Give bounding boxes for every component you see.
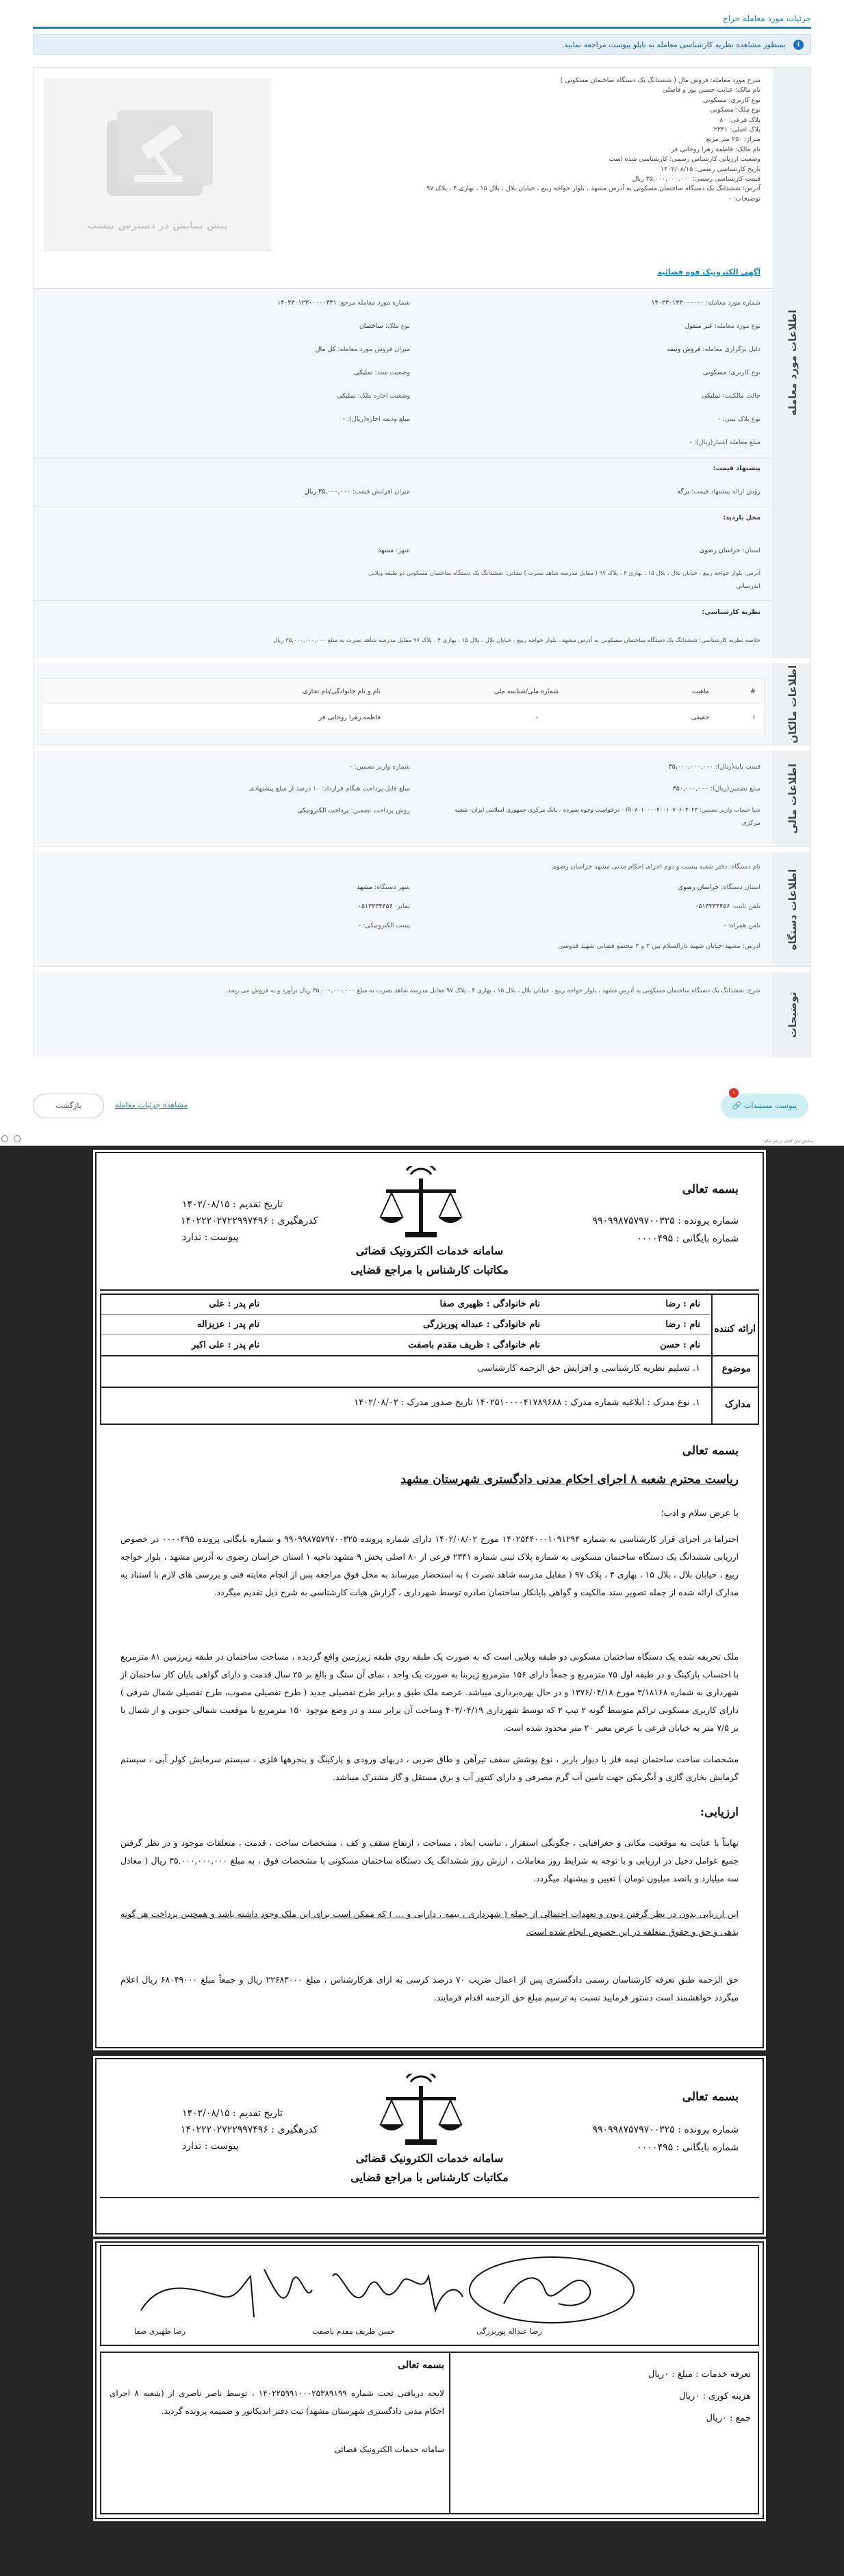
auction-link[interactable]: آگهی الکترونیک قوه قضائیه — [657, 268, 760, 276]
deal-details-link[interactable]: مشاهده جزئیات معامله — [115, 1100, 188, 1109]
receipt-footer: سامانه خدمات الکترونیک قضائی — [334, 2445, 444, 2454]
tracking-code: کدرهگیری : ۱۴۰۲۲۲۰۲۷۲۲۹۹۷۴۹۶ — [181, 1215, 318, 1226]
subject-label: موضوع — [721, 1363, 751, 1374]
paragraph: ملک تحریفه شده یک دستگاه ساختمان مسکونی دو طبقه ویلایی است که به صورت یک طبقه روی طبقه زیرزمین واقع گردیده ، مساحت ساختمان در طبقه زیرزمین ۸۱ مترمربع با احتساب پارکینگ و در طبقه اول ۷۵ مترمربع و جمعاً دارای ۱۵۶ مترمربع زیربنا به صورت یک واحد ، نمای آن سنگ و بالغ بر ۲۵ سال قدمت و دارای گواهی پایان کار ساختمان از شهرداری به شماره ۳/۱۸۱۶۸ مورخ ۱۳۷۶/۰۴/۱۸ و در حال بهره‌برداری میباشد. عرصه ملک طبق و برابر طرح تفصیلی جدید ( طرح تفصیلی مصوب، طرح تفصیلی شمال شرقی ) دارای کاربری مسکونی تراکم متوسط گونه ۲ تیپ ۲ که توسط شهرداری ۴۰۳/۰۴/۱۹ وساحت آن برابر سند و در وضع موجود ۱۵۰ مترمربع با موقعیت شمالی جنوبی و از شمال با بر ۷/۵ متر به خیابان فرعی با عرض معبر ۲۰ متر محدود شده است. — [120, 1651, 739, 1733]
paragraph: مشخصات ساخت ساختمان نیمه فلز با دیوار باربر ، نوع پوشش سقف تیرآهن و طاق ضربی ، دربهای ورودی و پارکینگ و پنجرهها فلزی ، سیستم سرمایش کولر آبی ، سیستم گرمایش بخاری گازی و آبگرمکن جهت تامین آب گرم مصرفی و دارای کنتور آب و برق مستقل و گاز مشترک میباشد. — [120, 1754, 739, 1782]
corner-note: نمایش متن کامل در هر نمای — [764, 1139, 813, 1144]
field-property-type: نوع ملک: ساختمان — [359, 322, 410, 330]
side-tab — [773, 852, 810, 966]
table-row: ۱ حقیقی - فاطمه زهرا روحانی فر — [42, 705, 764, 730]
system-title: سامانه خدمات الکترونیک قضائی — [355, 1244, 504, 1257]
field-sheba: شبا حساب واریز تضمین: IR۰۸۰۱۰۰۰۰۴۰۰۱۰۷۰۶۰۳۰۲۳ - درخواست وجوه سپرده - بانک مرکزی جمهوری اسلامی ایران- شعبه — [455, 807, 760, 814]
desc-line: آدرس: ششدانگ یک دستگاه ساختمان مسکونی به آدرس مشهد ، بلوار خواجه ربیع ، خیابان بلال ، بلال ۱۵ ، بهاری ۴ ، پلاک ۹۷ — [426, 185, 760, 193]
finance-section — [34, 751, 810, 847]
side-title: اطلاعات مالکان — [786, 665, 799, 743]
person-name: نام : رضا — [665, 1299, 700, 1309]
paragraph: نهایتاً با عنایت به موقعیت مکانی و جغرافیایی ، چگونگی استقرار ، تناسب ابعاد ، مساحت ، ارتفاع سقف و کف ، مشخصات ساخت ، قدمت ، متعلقات موجود و در نظر گرفتن جمیع عوامل دخیل در ارزیابی و با توجه به شرایط روز معاملات ، ارزش روز ششدانگ یک دستگاه ساختمان مسکونی با مشخصات فوق ، به مبلغ ۳۵,۰۰۰,۰۰۰,۰۰۰ ریال ( معادل سه میلیارد و پانصد میلیون تومان ) تعیین و پیشنهاد میگردد. — [120, 1838, 739, 1883]
attachment-note: پیوست : ندارد — [182, 1232, 239, 1243]
field-credit: مبلغ معامله اعتبار(ریال): - — [689, 439, 760, 446]
field-proposal-method: روش ارائه پیشنهاد قیمت: برگه — [677, 488, 760, 495]
settings-icon[interactable] — [1, 1135, 8, 1142]
side-title: اطلاعات مالی — [786, 763, 799, 834]
expert-title: نظریه کارشناسی: — [702, 608, 760, 616]
field-fax: نمابر: ۰۵۱۳۳۳۴۴۵۶ — [357, 903, 410, 910]
desc-line: شرح مورد معامله: فروش مال ( ششدانگ یک دستگاه ساختمان مسکونی ) — [560, 77, 760, 84]
desc-line: متراژ: ۲۵۰ متر مربع — [706, 136, 760, 144]
scales-of-justice-icon — [376, 1166, 465, 1241]
case-number: شماره پرونده : ۹۹۰۹۹۸۷۵۷۹۷۰۰۳۲۵ — [592, 1215, 739, 1226]
field-payment-method: روش پرداخت تضمین: پرداخت الکترونیکی — [297, 807, 410, 814]
side-tab — [773, 68, 810, 657]
greeting: با عرض سلام و ادب؛ — [661, 1508, 739, 1519]
system-subtitle: مکاتبات کارشناس با مراجع قضایی — [350, 1263, 509, 1276]
desc-line: تاریخ کارشناسی رسمی: ۱۴۰۲/۰۸/۱۵ — [661, 165, 760, 173]
field-province: استان: خراسان رضوی — [699, 547, 760, 554]
breadcrumb: جزئیات مورد معامله حراج — [33, 10, 811, 29]
owners-section — [34, 663, 810, 745]
attachments-button[interactable]: پیوست مستندات 🔗 ۱ — [721, 1094, 808, 1118]
desc-line: نوع کاربری: مسکونی — [702, 96, 760, 104]
desc-line: توضیحات: - — [728, 194, 760, 203]
portal-page — [0, 0, 844, 1143]
field-base-price: قیمت پایه(ریال): ۳۵,۰۰۰,۰۰۰,۰۰۰ — [668, 763, 760, 771]
field-email: پست الکترونیکی: - — [358, 922, 410, 929]
subject-text: ۱. تسلیم نظریه کارشناسی و افزایش حق الزحمه کارشناسی — [477, 1363, 700, 1374]
desc-line: نام مالک: فاطمه زهرا روحانی فر — [671, 145, 760, 153]
bismillah: بسمه تعالی — [682, 2090, 739, 2104]
side-title: اطلاعات مورد معامله — [786, 309, 799, 415]
proposal-title: پیشنهاد قیمت: — [713, 465, 760, 472]
field-deal-reason: دلیل برگزاری معامله: فروش وثیقه — [667, 346, 760, 353]
valuation-title: ارزیابی: — [700, 1805, 739, 1819]
signer-name: رضا ظهیری صفا — [134, 2327, 186, 2336]
receipt-bismillah: بسمه تعالی — [398, 2360, 444, 2371]
notes-text: شرح: ششدانگ یک دستگاه ساختمان مسکونی به آدرس مشهد ، بلوار خواجه ربیع ، خیابان بلال ، بلال ۱۵ ، بهاری ۴ ، پلاک ۹۷ مقابل مدرسه شاهد نصرت به مبلغ ۳۵,۰۰۰,۰۰۰,۰۰۰ ریال برآورد و به فروش می رسد. — [225, 988, 760, 994]
document-page — [93, 1150, 766, 2050]
system-subtitle: مکاتبات کارشناس با مراجع قضایی — [350, 2171, 509, 2184]
field-price-step: میزان افزایش قیمت: ۳۵,۰۰۰,۰۰۰ ریال — [304, 488, 410, 495]
document-page — [93, 2239, 766, 2521]
field-address: آدرس: بلوار خواجه ربیع ، خیابان بلال ، بلال ۱۵ ، بهاری ۴ ، پلاک ۹۷ ( مقابل مدرسه شاهد نصرت ) نشانی: ششدانگ یک دستگاه ساختمان مسکونی دو طبقه ویلایی — [368, 570, 760, 577]
person-father: نام پدر : علی — [209, 1299, 259, 1309]
field-ref-number: شماره مورد معامله مرجع: ۱۴۰۲۳۰۱۲۳۰۰۰۰۰۳۳۱ — [277, 299, 410, 307]
signer-name: حسن ظریف مقدم باصفت — [312, 2327, 395, 2336]
paragraph: احتراما در اجرای قرار کارشناسی به شماره ۱۴۰۲۵۴۴۰۰۰۱۰۹۱۲۹۴ مورخ ۱۴۰۲/۰۸/۰۲ دارای شماره پرونده ۹۹۰۹۹۸۷۵۷۹۷۰۰۳۲۵ و شماره بایگانی پرونده ۰۰۰۰۴۹۵ در خصوص ارزیابی ششدانگ یک دستگاه ساختمان مسکونی به شماره پلاک ثبتی شماره ۲۳۴۱ فرعی از ۸۰ اصلی بخش ۹ مشهد ناحیه ۱ استان خراسان رضوی به آدرس مشهد ، بلوار خواجه ربیع ، خیابان بلال ، بلال ۱۵ ، بهاری ۴ ، پلاک ۹۷ ( مقابل مدرسه شاهد نصرت ) به استحضار میرساند به محل فوق مراجعه پس از انجام معاینه فنی و بررسی های لازم با استناد به مدارک ارائه شده از جمله تصویر سند مالکیت و گواهی پایانکار ساختمان صادره توسط شهرداری ، گزارش هیات کارشناسی به شرح ذیل تقدیم میگردد. — [120, 1534, 739, 1597]
field-deed-status: وضعیت سند: تملیکی — [354, 369, 410, 376]
field-rent-status: وضعیت اجاره ملک: تملیکی — [337, 392, 410, 400]
tracking-code: کدرهگیری : ۱۴۰۲۲۲۰۲۷۲۲۹۹۷۴۹۶ — [181, 2124, 318, 2135]
person-family: نام خانوادگی : ظریف مقدم باصفت — [408, 1340, 540, 1350]
field-deal-type: نوع مورد معامله: غیر منقول — [685, 322, 760, 330]
field-usage: نوع کاربری: مسکونی — [702, 369, 760, 376]
agency-name: نام دستگاه: دفتر شعبه بیست و دوم اجرای احکام مدنی مشهد خراسان رضوی — [551, 863, 760, 871]
paragraph: این ارزیابی بدون در نظر گرفتن دیون و تعهدات احتمالی از جمله ( شهرداری ، بیمه ، دارایی و ... ) که ممکن است برای این ملک وجود داشته باشد و همچنین پرداخت هر گونه بدهی و حق و حقوق متعلقه در این خصوص انجام شده است. — [120, 1909, 739, 1937]
fee-row: هزینه کوری : ۰ریال — [679, 2391, 751, 2401]
docs-row: ۱. نوع مدرک : ابلاغیه شماره مدرک : ۱۴۰۲۵۱۰۰۰۰۴۱۷۸۹۶۸۸ تاریخ صدور مدرک : ۱۴۰۲/۰۸/۰۲ — [354, 1398, 700, 1408]
image-placeholder — [44, 79, 270, 251]
person-family: نام خانوادگی : ظهیری صفا — [439, 1299, 540, 1309]
field-plate-type: نوع پلاک ثبتی: - — [717, 415, 760, 423]
receipt-text: لایحه دریافتی تحت شماره ۱۴۰۲۲۵۹۹۱۰۰۰۲۵۳۸۹۱۹۹ ، توسط ناصر ناصری از (شعبه ۸ اجرای احکام مدنی دادگستری شهرستان مشهد) ثبت دفتر اندیکاتور و ضمیمه پرونده گردید. — [110, 2388, 444, 2416]
attachments-badge: ۱ — [729, 1088, 739, 1098]
field-deal-number: شماره مورد معامله: ۱۴۰۲۳۰۱۲۳۰۰۰۰۰۰ — [651, 299, 760, 307]
side-title: توضیحات — [786, 992, 799, 1038]
field-city: شهر: مشهد — [378, 547, 410, 554]
gavel-icon — [100, 107, 216, 203]
signatures — [134, 2249, 723, 2331]
submit-date: تاریخ تقدیم : ۱۴۰۲/۰۸/۱۵ — [182, 1199, 283, 1210]
bismillah: بسمه تعالی — [682, 1183, 739, 1196]
fee-row: تعرفه خدمات : مبلغ : ۰ریال — [648, 2369, 751, 2380]
owners-table — [42, 678, 765, 734]
docs-label: مدارک — [724, 1399, 751, 1410]
letter-bismillah: بسمه تعالی — [682, 1444, 739, 1458]
property-section — [34, 68, 810, 658]
agency-section — [34, 852, 810, 967]
field-phone: تلفن ثابت: ۰۵۱۳۳۳۴۴۵۶ — [695, 903, 760, 910]
field-agency-address: آدرس: مشهد-خیابان شهید دارالسلام بین ۲ و ۴ مجتمع قضایی شهید قدوسی — [558, 942, 760, 950]
person-family: نام خانوادگی : عبداله پوربزرگی — [422, 1319, 540, 1330]
desc-line: قیمت کارشناسی رسمی: ۳۵,۰۰۰,۰۰۰,۰۰۰ ریال — [632, 175, 760, 183]
case-number: شماره پرونده : ۹۹۰۹۹۸۷۵۷۹۷۰۰۳۲۵ — [592, 2124, 739, 2135]
table-header: # ماهیت شماره ملی/شناسه ملی نام و نام خانوادگی/نام تجاری — [42, 679, 764, 704]
desc-line: وضعیت ارزیابی کارشناس رسمی: کارشناسی شده است — [609, 155, 760, 164]
settings-icon[interactable] — [14, 1135, 21, 1142]
field-sale-amount: میزان فروش مورد معامله: کل مال — [315, 346, 410, 353]
field-mobile: تلفن همراه: - — [724, 922, 760, 929]
desc-line: پلاک فرعی: ۸۰ — [719, 116, 760, 124]
notes-section — [34, 973, 810, 1057]
document-page — [93, 2056, 766, 2237]
details-frame — [33, 67, 811, 1057]
side-tab — [773, 973, 810, 1057]
letter-heading: ریاست محترم شعبه ۸ اجرای احکام مدنی دادگستری شهرستان مشهد — [400, 1473, 739, 1486]
desc-line: نوع ملک: مسکونی — [710, 106, 760, 114]
field-guarantee-number: شماره واریز تضمین: - — [350, 763, 410, 771]
info-icon: i — [793, 40, 804, 50]
info-alert — [33, 34, 811, 55]
submit-date: تاریخ تقدیم : ۱۴۰۲/۰۸/۱۵ — [182, 2108, 283, 2119]
person-father: نام پدر : عزیزاله — [197, 1319, 259, 1330]
alert-text: بمنظور مشاهده نظریه کارشناسی معامله به تاپلو پیوست مراجعه نمایید. — [561, 40, 786, 49]
field-address-tail: اندرسانی — [735, 582, 760, 590]
scales-of-justice-icon — [376, 2074, 465, 2149]
field-contract-payment: مبلغ قابل پرداخت هنگام قرارداد: ۱۰ درصد از مبلغ پیشنهادی — [248, 785, 410, 793]
archive-number: شماره بایگانی : ۰۰۰۰۴۹۵ — [637, 2142, 739, 2153]
property-description — [391, 76, 760, 204]
paragraph: حق الزحمه طبق تعرفه کارشناسان رسمی دادگستری پس از اعمال ضریب ۷۰ درصد کرسی به ازای هرکارشناس ، مبلغ ۲۲۶۸۳۰۰۰ ریال و جمعاً مبلغ ۶۸۰۴۹۰۰۰ ریال اعلام میگردد خواهشمند است دستور فرمایید نسبت به ترسیم مبلغ حق الزحمه اقدام فرمایند. — [120, 1974, 739, 2002]
field-deposit: مبلغ ودیعه اجاره(ریال): - — [342, 415, 410, 423]
field-agency-province: استان دستگاه: خراسان رضوی — [678, 884, 760, 891]
person-name: نام : حسن — [659, 1340, 700, 1350]
archive-number: شماره بایگانی : ۰۰۰۰۴۹۵ — [637, 1233, 739, 1244]
submitter-label: ارائه کننده — [714, 1324, 756, 1335]
side-title: اطلاعات دستگاه — [786, 868, 799, 950]
field-ownership: حالت مالکیت: تملیکی — [702, 392, 760, 400]
desc-line: نام مالک: عنایت حسین پور و فاضلی — [662, 86, 760, 94]
field-sheba-tail: مرکزی — [741, 819, 760, 827]
location-title: محل بازدید: — [723, 514, 760, 521]
field-agency-city: شهر دستگاه: مشهد — [357, 884, 410, 891]
side-tab — [773, 751, 810, 846]
person-name: نام : رضا — [665, 1319, 700, 1330]
expert-summary: خلاصه نظریه کارشناسی: ششدانگ یک دستگاه ساختمان مسکونی به آدرس مشهد ، بلوار خواجه ربیع ، خیابان بلال ، بلال ۱۵ ، بهاری ۴ ، پلاک ۹۷ مقابل مدرسه شاهد نصرت به مبلغ ۳۵,۰۰۰,۰۰۰,۰۰۰ ریال — [272, 637, 760, 644]
back-button[interactable]: بازگشت — [33, 1094, 104, 1118]
system-title: سامانه خدمات الکترونیک قضائی — [355, 2152, 504, 2165]
page-gap — [93, 2521, 766, 2576]
side-tab — [773, 663, 810, 745]
signer-name: رضا عبداله پوربزرگی — [476, 2327, 542, 2336]
field-guarantee-amount: مبلغ تضمین(ریال): ۳۵۰,۰۰۰,۰۰۰ — [672, 785, 760, 793]
no-image-text: پیش نمایش در دسترس نیست — [87, 220, 228, 231]
desc-line: پلاک اصلی: ۲۳۴۱ — [713, 126, 760, 134]
person-father: نام پدر : علی اکبر — [191, 1340, 259, 1350]
attachment-note: پیوست : ندارد — [182, 2141, 239, 2152]
fee-row: جمع : ۰ریال — [706, 2413, 751, 2423]
